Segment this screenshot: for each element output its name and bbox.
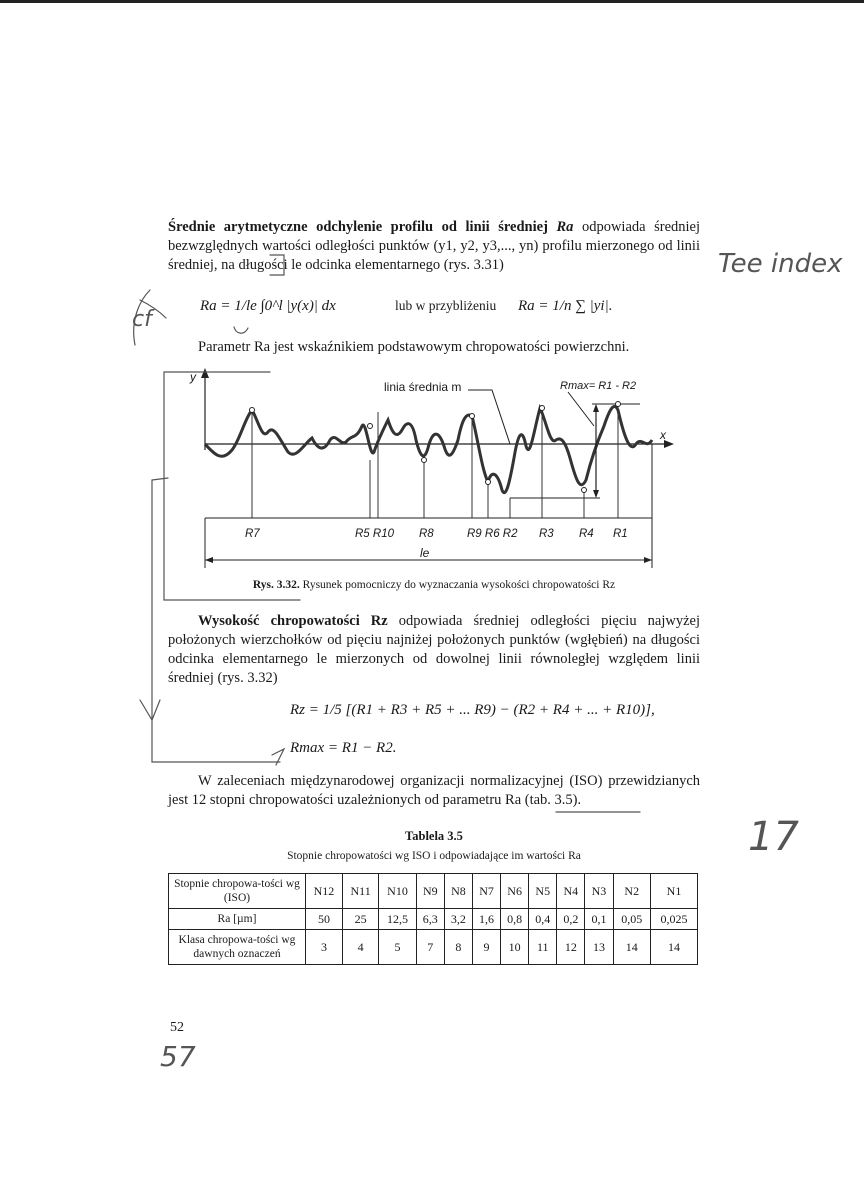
ra-symbol: Ra	[556, 219, 574, 235]
left-margin-top	[152, 478, 168, 480]
table-cell: 7	[416, 930, 444, 965]
left-margin-tick	[140, 700, 160, 720]
formula-ra-sum: Ra = 1/n ∑ |yi|.	[518, 298, 613, 314]
caption-number: Rys. 3.32.	[252, 579, 300, 591]
formula-ra-integral: Ra = 1/le ∫0^l |y(x)| dx	[200, 298, 336, 314]
table-cell: 6,3	[416, 909, 444, 930]
table-cell: N10	[379, 874, 416, 909]
table-cell: 5	[379, 930, 416, 965]
iso-text: W zaleceniach międzynarodowej organizacji normalizacyjnej (ISO) przewidzianych jest 12 stopni chropowatości uzależnionych od parametru Ra (tab. 3.5).	[168, 773, 700, 808]
label-r9-r6-r2: R9 R6 R2	[467, 528, 518, 540]
caption-text: Rysunek pomocniczy do wyznaczania wysokości chropowatości Rz	[302, 579, 616, 591]
label-r1: R1	[613, 528, 628, 540]
label-r7: R7	[245, 528, 260, 540]
left-margin-line	[152, 480, 280, 762]
table-cell: N12	[306, 874, 343, 909]
label-r4: R4	[579, 528, 594, 540]
row-head-ra: Ra [µm]	[169, 909, 306, 930]
table-cell: N8	[444, 874, 472, 909]
figure-x-label: x	[660, 428, 666, 442]
handwritten-margin-right: Tee index	[718, 249, 843, 279]
le-circle-mark	[270, 255, 284, 275]
table-cell: N1	[651, 874, 698, 909]
page-number: 52	[170, 1020, 184, 1035]
table-cell: 10	[501, 930, 529, 965]
table-cell: N5	[529, 874, 557, 909]
table-cell: N11	[342, 874, 378, 909]
figure-y-label: y	[190, 370, 196, 384]
table-cell: 3,2	[444, 909, 472, 930]
table-cell: 4	[342, 930, 378, 965]
row-head-class: Klasa chropowa-tości wg dawnych oznaczeń	[169, 930, 306, 965]
label-r3: R3	[539, 528, 554, 540]
table-cell: 0,8	[501, 909, 529, 930]
table-cell: 3	[306, 930, 343, 965]
formula-rz: Rz = 1/5 [(R1 + R3 + R5 + ... R9) − (R2 + R4 + ... + R10)],	[290, 702, 655, 718]
table-cell: 11	[529, 930, 557, 965]
table-cell: 0,4	[529, 909, 557, 930]
table-cell: 50	[306, 909, 343, 930]
table-cell: 0,05	[613, 909, 650, 930]
table-cell: 0,025	[651, 909, 698, 930]
table-cell: 1,6	[472, 909, 500, 930]
table-cell: 13	[585, 930, 613, 965]
table-cell: N6	[501, 874, 529, 909]
integral-mark	[234, 327, 248, 333]
ra-parameter-text: Parametr Ra jest wskaźnikiem podstawowym chropowatości powierzchni.	[198, 339, 630, 355]
rmax-label: Rmax= R1 - R2	[560, 380, 637, 392]
formula-rmax: Rmax = R1 − R2.	[290, 740, 397, 756]
figure-le-label: le	[420, 546, 430, 560]
rz-heading: Wysokość chropowatości Rz	[198, 613, 388, 629]
table-subtitle: Stopnie chropowatości wg ISO i odpowiadające im wartości Ra	[287, 850, 581, 862]
table-cell: 9	[472, 930, 500, 965]
rz-definition-text: odpowiada średniej odległości pięciu najwyżej położonych wierzchołków od pięciu najniżej położonych punktów (wgłębień) na długości odcinka elementarnego le mierzonych od dowolnej linii równoległej względem linii średniej (rys. 3.32)	[168, 613, 700, 686]
table-cell: 8	[444, 930, 472, 965]
table-cell: N2	[613, 874, 650, 909]
table-cell: N7	[472, 874, 500, 909]
handwritten-margin-left: cf	[132, 307, 152, 332]
table-cell: 12	[557, 930, 585, 965]
label-r5-r10: R5 R10	[355, 528, 394, 540]
row-head-iso: Stopnie chropowa-tości wg (ISO)	[169, 874, 306, 909]
handwritten-right-number: 17	[748, 814, 799, 860]
table-cell: 0,2	[557, 909, 585, 930]
table-cell: 25	[342, 909, 378, 930]
table-cell: N3	[585, 874, 613, 909]
mean-line-label: linia średnia m	[384, 380, 462, 394]
table-cell: N9	[416, 874, 444, 909]
ra-definition-text: odpowiada średniej bezwzględnych wartości odległości punktów (y1, y2, y3,..., yn) profilu mierzonego od linii średniej, na długości le odcinka elementarnego (rys. 3.31)	[168, 219, 701, 273]
table-cell: 12,5	[379, 909, 416, 930]
label-r8: R8	[419, 528, 434, 540]
table-cell: 14	[651, 930, 698, 965]
table-cell: 0,1	[585, 909, 613, 930]
table-cell: N4	[557, 874, 585, 909]
ra-heading: Średnie arytmetyczne odchylenie profilu od linii średniej	[168, 219, 548, 235]
figure-frame-left	[164, 372, 300, 600]
formula-ra-or: lub w przybliżeniu	[395, 298, 497, 313]
table-cell: 14	[613, 930, 650, 965]
handwritten-bottom-number: 57	[160, 1040, 196, 1073]
table-title: Tablela 3.5	[405, 829, 463, 843]
